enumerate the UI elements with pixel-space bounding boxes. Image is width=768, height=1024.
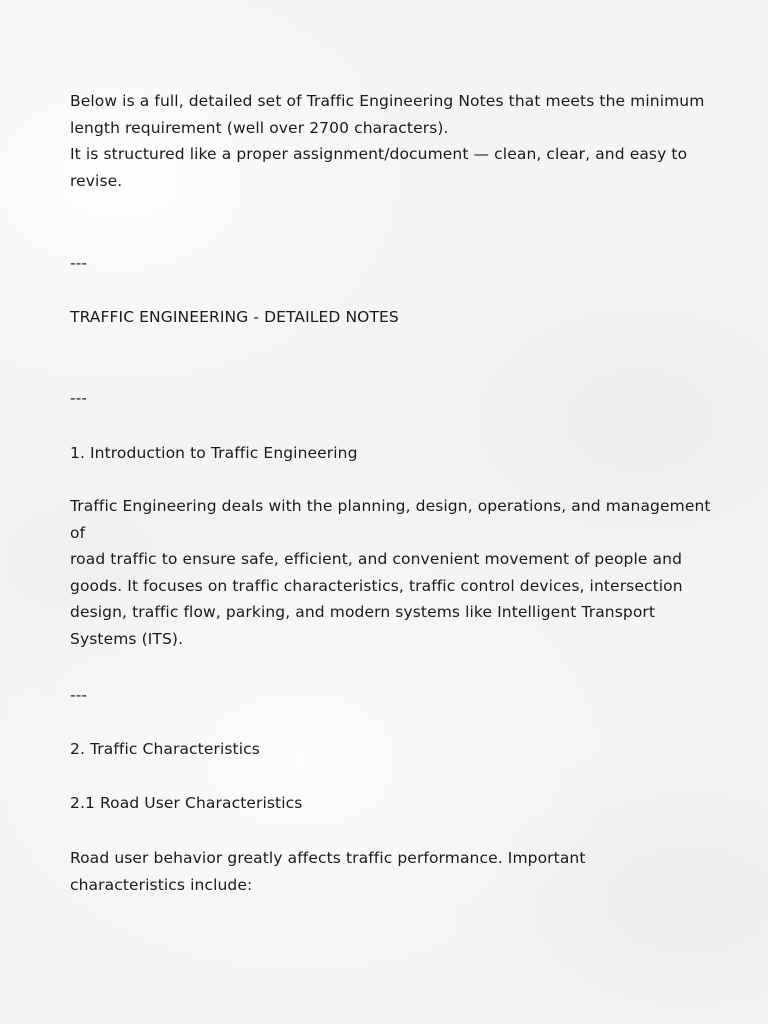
section-heading: 2. Traffic Characteristics (70, 740, 260, 758)
separator: --- (70, 389, 88, 407)
intro-line: revise. (70, 171, 123, 190)
intro-line: length requirement (well over 2700 characters). (70, 118, 449, 137)
paragraph-line: road traffic to ensure safe, efficient, and convenient movement of people and (70, 550, 683, 568)
paragraph-line: goods. It focuses on traffic characteristics, traffic control devices, intersection (70, 576, 683, 595)
paragraph-line: Systems (ITS). (70, 629, 184, 648)
section-heading: 1. Introduction to Traffic Engineering (70, 444, 358, 462)
separator: --- (70, 686, 88, 704)
intro-paragraph (70, 88, 730, 194)
subsection-heading: 2.1 Road User Characteristics (70, 794, 303, 812)
paragraph-line: Traffic Engineering deals with the planning, design, operations, and management of (70, 497, 711, 542)
document-title: TRAFFIC ENGINEERING - DETAILED NOTES (70, 308, 399, 326)
intro-line: It is structured like a proper assignment/document — clean, clear, and easy to (70, 145, 688, 163)
separator: --- (70, 254, 88, 272)
intro-line: Below is a full, detailed set of Traffic Engineering Notes that meets the minimum (70, 92, 705, 110)
subsection-paragraph (70, 845, 730, 898)
section-paragraph (70, 493, 730, 652)
paragraph-line: design, traffic flow, parking, and modern systems like Intelligent Transport (70, 603, 656, 621)
paragraph-line: Road user behavior greatly affects traffic performance. Important (70, 849, 586, 867)
paragraph-line: characteristics include: (70, 875, 253, 894)
